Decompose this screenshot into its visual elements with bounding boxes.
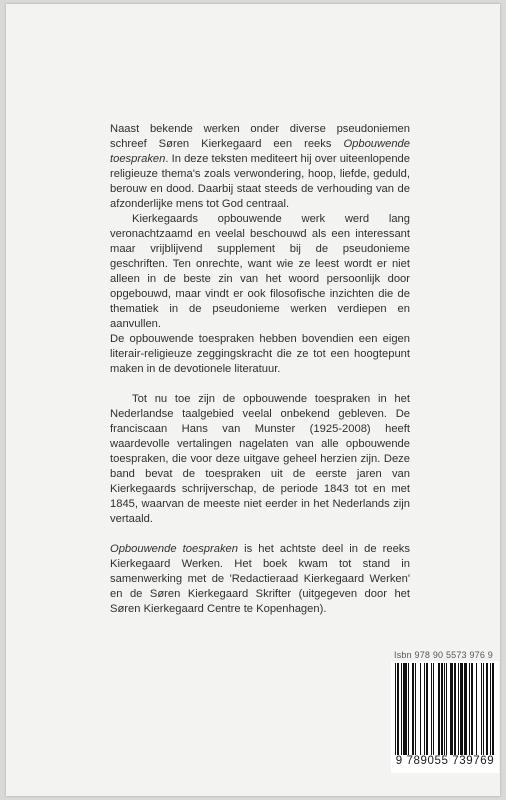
blurb-paragraph-1: Naast bekende werken onder diverse pseudoniemen schreef Søren Kierkegaard een reeks Opbouwende toespraken. In deze teksten mediteert hij over uiteenlopende religieuze thema's zoals verwondering, hoop, liefde, geduld, berouw en dood. Daarbij staat steeds de verhouding van de afzonderlijke mens tot God centraal. bbox=[110, 123, 410, 210]
barcode-bars bbox=[395, 663, 495, 755]
back-cover bbox=[6, 4, 500, 796]
barcode bbox=[391, 661, 499, 773]
blurb-paragraph-2: Kierkegaards opbouwende werk werd lang veronachtzaamd en veelal beschouwd als een interessant maar vrijblijvend supplement bij de pseudonieme geschriften. Ten onrechte, want wie ze leest wordt er niet alleen in de beste zin van het woord persoonlijk door opgebouwd, maar vindt er ook filosofische inzichten die de thematiek in de pseudonieme werken verdiepen en aanvullen. bbox=[110, 213, 410, 330]
blurb-paragraph-3: De opbouwende toespraken hebben bovendien een eigen literair-religieuze zeggingskracht die ze tot een hoogtepunt maken in de devotionele literatuur. bbox=[110, 333, 410, 375]
blurb-paragraph-5: Opbouwende toespraken is het achtste deel in de reeks Kierkegaard Werken. Het boek kwam tot stand in samenwerking met de 'Redactieraad Kierkegaard Werken' en de Søren Kierkegaard Skrifter (uitgegeven door het Søren Kierkegaard Centre te Kopenhagen). bbox=[110, 543, 410, 615]
blurb-text bbox=[110, 122, 410, 632]
blurb-paragraph-4: Tot nu toe zijn de opbouwende toespraken in het Nederlandse taalgebied veelal onbekend gebleven. De franciscaan Hans van Munster (1925-2008) heeft waardevolle vertalingen nagelaten van alle opbouwende toespraken, die voor deze uitgave geheel herzien zijn. Deze band bevat de toespraken uit de eerste jaren van Kierkegaards schrijverschap, de periode 1843 tot en met 1845, waarvan de meeste niet eerder in het Nederlands zijn vertaald. bbox=[110, 393, 410, 525]
barcode-bar bbox=[494, 663, 495, 755]
book-title-italic: Opbouwende toespraken bbox=[110, 543, 238, 555]
book-title-italic: Opbouwende toespraken bbox=[110, 138, 410, 165]
isbn-label: Isbn 978 90 5573 976 9 bbox=[394, 650, 493, 660]
barcode-digits: 9 789055 739769 bbox=[395, 755, 495, 767]
